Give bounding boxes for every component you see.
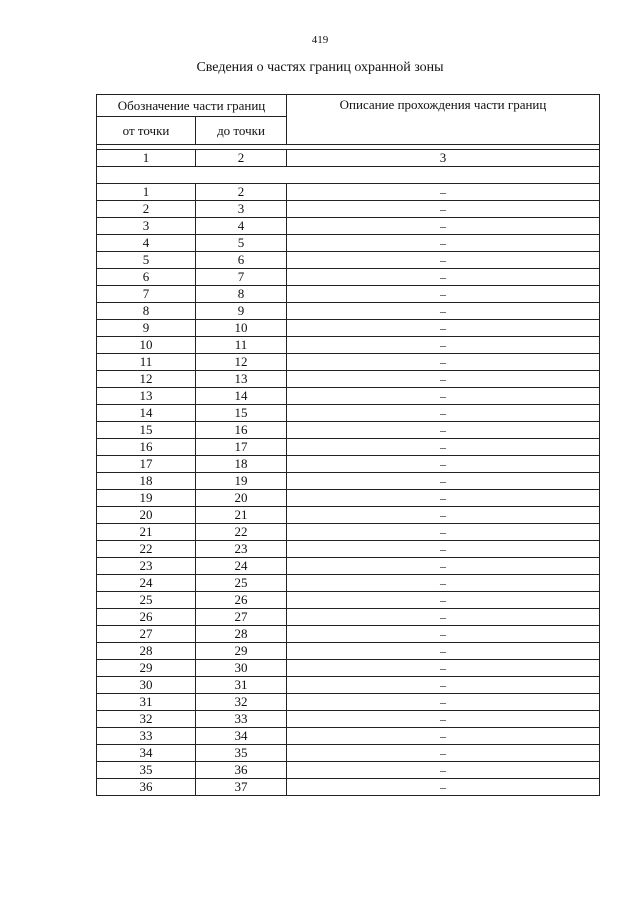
cell-to-point: 4 xyxy=(196,218,287,235)
cell-to-point: 3 xyxy=(196,201,287,218)
cell-to-point: 21 xyxy=(196,507,287,524)
cell-description: – xyxy=(287,218,600,235)
table-row xyxy=(97,184,600,201)
section-blank-row xyxy=(97,167,600,184)
cell-to-point: 14 xyxy=(196,388,287,405)
cell-from-point: 5 xyxy=(97,252,196,269)
table-row xyxy=(97,235,600,252)
cell-from-point: 20 xyxy=(97,507,196,524)
cell-description: – xyxy=(287,779,600,796)
table-row xyxy=(97,218,600,235)
table-row xyxy=(97,388,600,405)
table-row xyxy=(97,490,600,507)
table-row xyxy=(97,558,600,575)
cell-to-point: 22 xyxy=(196,524,287,541)
cell-to-point: 29 xyxy=(196,643,287,660)
cell-to-point: 17 xyxy=(196,439,287,456)
cell-from-point: 23 xyxy=(97,558,196,575)
cell-description: – xyxy=(287,422,600,439)
cell-from-point: 12 xyxy=(97,371,196,388)
table-row xyxy=(97,609,600,626)
cell-to-point: 9 xyxy=(196,303,287,320)
table-row xyxy=(97,269,600,286)
table-row xyxy=(97,541,600,558)
cell-to-point: 34 xyxy=(196,728,287,745)
cell-to-point: 20 xyxy=(196,490,287,507)
cell-to-point: 36 xyxy=(196,762,287,779)
table-row xyxy=(97,643,600,660)
table-row xyxy=(97,354,600,371)
cell-description: – xyxy=(287,201,600,218)
table-row xyxy=(97,728,600,745)
table-row xyxy=(97,524,600,541)
cell-from-point: 30 xyxy=(97,677,196,694)
header-boundary-designation: Обозначение части границ xyxy=(97,95,287,117)
cell-description: – xyxy=(287,677,600,694)
column-number-row xyxy=(97,150,600,167)
cell-to-point: 15 xyxy=(196,405,287,422)
cell-description: – xyxy=(287,473,600,490)
cell-to-point: 35 xyxy=(196,745,287,762)
cell-from-point: 14 xyxy=(97,405,196,422)
cell-to-point: 16 xyxy=(196,422,287,439)
cell-to-point: 10 xyxy=(196,320,287,337)
cell-from-point: 19 xyxy=(97,490,196,507)
cell-description: – xyxy=(287,388,600,405)
cell-description: – xyxy=(287,762,600,779)
cell-to-point: 13 xyxy=(196,371,287,388)
cell-from-point: 36 xyxy=(97,779,196,796)
cell-from-point: 22 xyxy=(97,541,196,558)
cell-to-point: 33 xyxy=(196,711,287,728)
table-row xyxy=(97,252,600,269)
cell-description: – xyxy=(287,320,600,337)
cell-from-point: 7 xyxy=(97,286,196,303)
table-row xyxy=(97,677,600,694)
cell-from-point: 9 xyxy=(97,320,196,337)
cell-description: – xyxy=(287,439,600,456)
cell-from-point: 25 xyxy=(97,592,196,609)
cell-from-point: 32 xyxy=(97,711,196,728)
cell-from-point: 34 xyxy=(97,745,196,762)
cell-from-point: 21 xyxy=(97,524,196,541)
table-row xyxy=(97,660,600,677)
cell-description: – xyxy=(287,371,600,388)
cell-from-point: 26 xyxy=(97,609,196,626)
cell-description: – xyxy=(287,626,600,643)
cell-description: – xyxy=(287,456,600,473)
cell-to-point: 23 xyxy=(196,541,287,558)
table-row xyxy=(97,745,600,762)
table-row xyxy=(97,575,600,592)
cell-to-point: 2 xyxy=(196,184,287,201)
cell-from-point: 4 xyxy=(97,235,196,252)
cell-description: – xyxy=(287,269,600,286)
column-number: 2 xyxy=(196,150,287,167)
cell-description: – xyxy=(287,354,600,371)
cell-to-point: 11 xyxy=(196,337,287,354)
cell-from-point: 16 xyxy=(97,439,196,456)
table-row xyxy=(97,762,600,779)
table-row xyxy=(97,422,600,439)
cell-from-point: 27 xyxy=(97,626,196,643)
cell-description: – xyxy=(287,405,600,422)
header-from-point: от точки xyxy=(97,117,196,145)
cell-from-point: 29 xyxy=(97,660,196,677)
cell-description: – xyxy=(287,235,600,252)
cell-to-point: 5 xyxy=(196,235,287,252)
cell-to-point: 32 xyxy=(196,694,287,711)
table-row xyxy=(97,507,600,524)
cell-from-point: 28 xyxy=(97,643,196,660)
cell-description: – xyxy=(287,252,600,269)
table-row xyxy=(97,286,600,303)
table-row xyxy=(97,303,600,320)
cell-to-point: 18 xyxy=(196,456,287,473)
cell-description: – xyxy=(287,286,600,303)
cell-description: – xyxy=(287,609,600,626)
cell-description: – xyxy=(287,507,600,524)
cell-description: – xyxy=(287,524,600,541)
cell-to-point: 24 xyxy=(196,558,287,575)
cell-description: – xyxy=(287,660,600,677)
cell-to-point: 26 xyxy=(196,592,287,609)
page-number: 419 xyxy=(311,34,329,46)
page-title: Сведения о частях границ охранной зоны xyxy=(196,60,444,75)
cell-from-point: 33 xyxy=(97,728,196,745)
header-description: Описание прохождения части границ xyxy=(287,95,600,145)
table-row xyxy=(97,694,600,711)
cell-from-point: 17 xyxy=(97,456,196,473)
cell-from-point: 24 xyxy=(97,575,196,592)
cell-description: – xyxy=(287,337,600,354)
table-row xyxy=(97,711,600,728)
cell-description: – xyxy=(287,541,600,558)
table-row xyxy=(97,320,600,337)
cell-to-point: 6 xyxy=(196,252,287,269)
cell-from-point: 3 xyxy=(97,218,196,235)
cell-description: – xyxy=(287,184,600,201)
table-row xyxy=(97,456,600,473)
cell-to-point: 28 xyxy=(196,626,287,643)
cell-to-point: 27 xyxy=(196,609,287,626)
table-row xyxy=(97,371,600,388)
table-header xyxy=(97,95,600,145)
cell-to-point: 25 xyxy=(196,575,287,592)
cell-to-point: 8 xyxy=(196,286,287,303)
cell-from-point: 35 xyxy=(97,762,196,779)
table-row xyxy=(97,779,600,796)
cell-from-point: 15 xyxy=(97,422,196,439)
cell-from-point: 6 xyxy=(97,269,196,286)
table-row xyxy=(97,473,600,490)
cell-to-point: 19 xyxy=(196,473,287,490)
cell-description: – xyxy=(287,490,600,507)
cell-description: – xyxy=(287,728,600,745)
column-number: 3 xyxy=(287,150,600,167)
table-body xyxy=(97,145,600,796)
cell-description: – xyxy=(287,303,600,320)
cell-description: – xyxy=(287,592,600,609)
cell-from-point: 11 xyxy=(97,354,196,371)
header-to-point: до точки xyxy=(196,117,287,145)
cell-from-point: 10 xyxy=(97,337,196,354)
cell-description: – xyxy=(287,745,600,762)
cell-to-point: 7 xyxy=(196,269,287,286)
cell-from-point: 1 xyxy=(97,184,196,201)
cell-description: – xyxy=(287,711,600,728)
table-row xyxy=(97,201,600,218)
table-row xyxy=(97,405,600,422)
cell-from-point: 2 xyxy=(97,201,196,218)
boundary-table xyxy=(96,94,600,796)
table-row xyxy=(97,592,600,609)
table-row xyxy=(97,439,600,456)
cell-from-point: 18 xyxy=(97,473,196,490)
cell-from-point: 13 xyxy=(97,388,196,405)
cell-from-point: 8 xyxy=(97,303,196,320)
cell-to-point: 12 xyxy=(196,354,287,371)
cell-to-point: 30 xyxy=(196,660,287,677)
column-number: 1 xyxy=(97,150,196,167)
cell-description: – xyxy=(287,575,600,592)
cell-to-point: 31 xyxy=(196,677,287,694)
cell-description: – xyxy=(287,643,600,660)
cell-description: – xyxy=(287,694,600,711)
cell-to-point: 37 xyxy=(196,779,287,796)
cell-from-point: 31 xyxy=(97,694,196,711)
table-row xyxy=(97,626,600,643)
cell-description: – xyxy=(287,558,600,575)
table-row xyxy=(97,337,600,354)
